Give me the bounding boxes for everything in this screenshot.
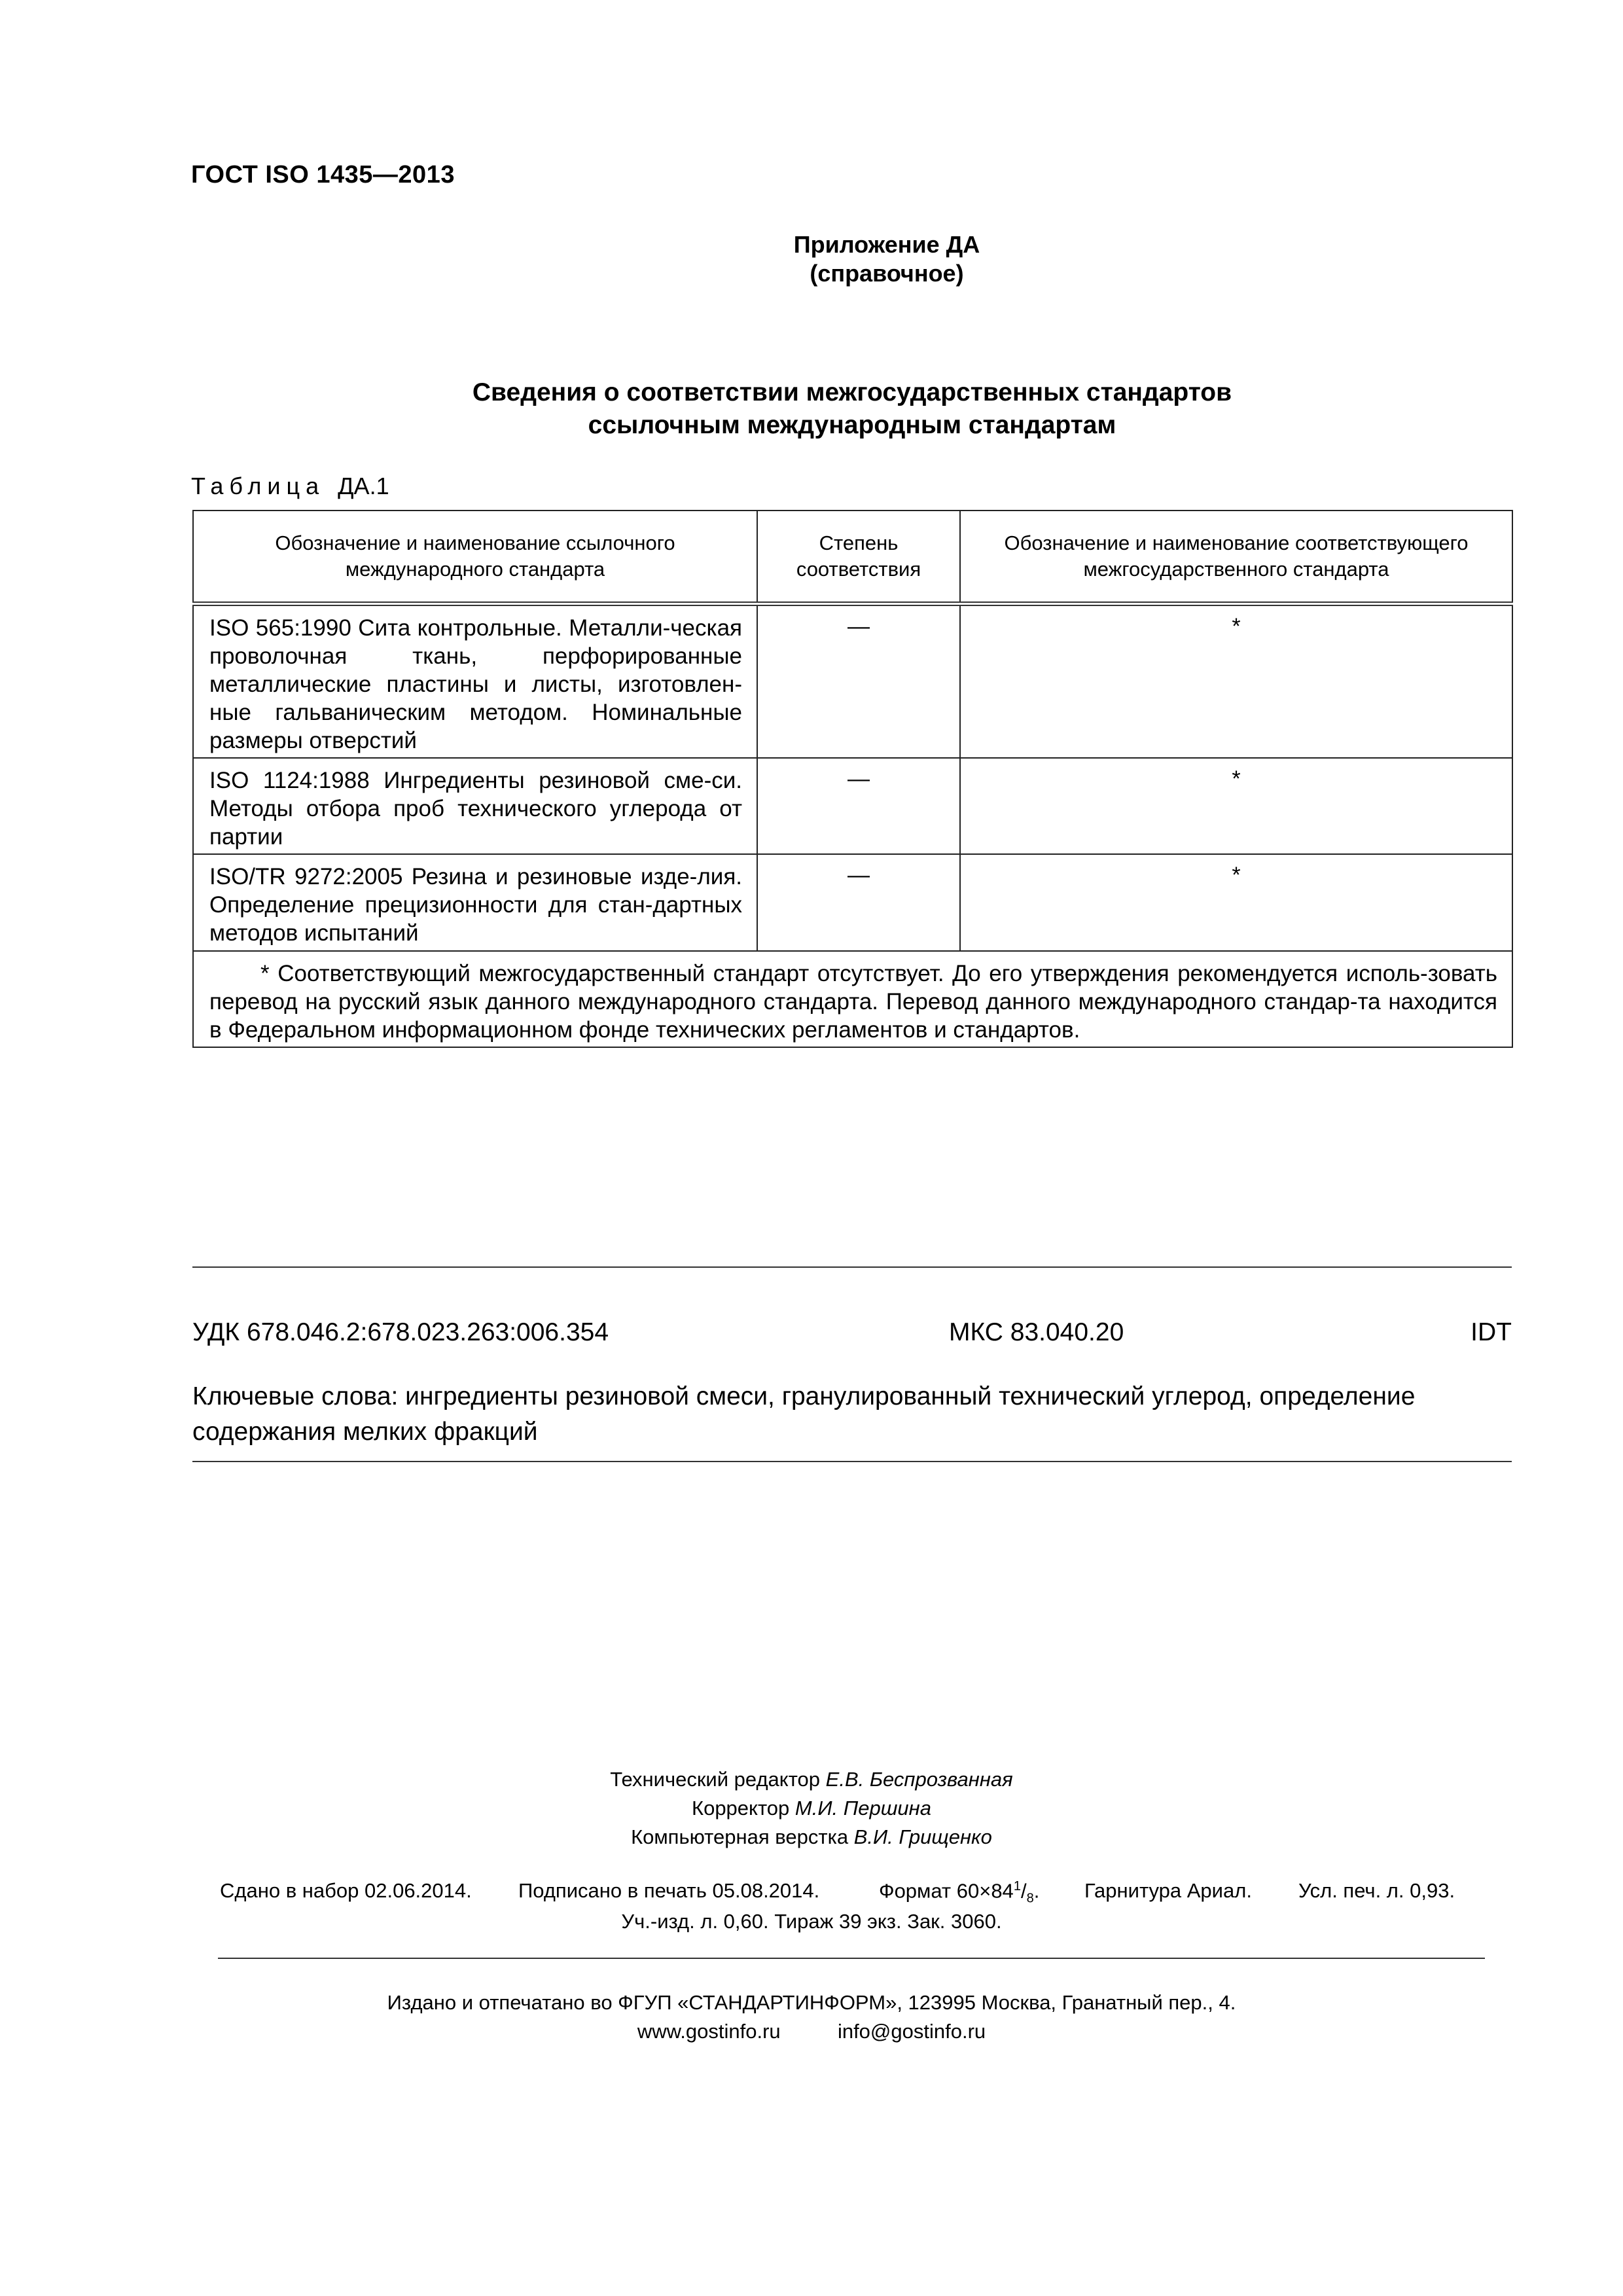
cell-international-standard: ISO 565:1990 Сита контрольные. Металли-ческая проволочная ткань, перфорированные металлические пластины и листы, изготовлен-ные гальваническим методом. Номинальные размеры отверстий xyxy=(193,604,757,759)
table-footnote-row xyxy=(193,951,1512,1047)
table-footnote: * Соответствующий межгосударственный стандарт отсутствует. До его утверждения рекомендуется исполь-зовать перевод на русский язык данного международного стандарта. Перевод данного международного стандар-та находится в Федеральном информационном фонде технических регламентов и стандартов. xyxy=(193,951,1512,1047)
imprint-print-sheets: Усл. печ. л. 0,93. xyxy=(1298,1879,1455,1902)
layout-name: В.И. Грищенко xyxy=(853,1825,992,1848)
publisher-website[interactable]: www.gostinfo.ru xyxy=(637,2020,781,2043)
header-degree-of-correspondence: Степень соответствия xyxy=(757,511,960,604)
header-interstate-standard: Обозначение и наименование соответствующего межгосударственного стандарта xyxy=(960,511,1512,604)
table-caption-prefix: Таблица xyxy=(191,473,325,499)
idt-label: IDT xyxy=(1471,1318,1512,1346)
section-title-line-1: Сведения о соответствии межгосударственных стандартов xyxy=(472,378,1232,406)
cell-interstate-standard: * xyxy=(960,854,1512,951)
annex-title: Приложение ДА xyxy=(793,231,980,258)
table-row xyxy=(193,758,1512,854)
udk-code: УДК 678.046.2:678.023.263:006.354 xyxy=(192,1318,609,1346)
imprint-typeface: Гарнитура Ариал. xyxy=(1084,1879,1252,1902)
section-title-line-2: ссылочным международным стандартам xyxy=(588,411,1116,439)
imprint-format-sup: 1 xyxy=(1013,1879,1021,1893)
imprint-format: Формат $60\times 84^1/_8$. xyxy=(879,1879,1040,1906)
publisher-contacts xyxy=(0,2017,1623,2047)
cell-interstate-standard: * xyxy=(960,604,1512,759)
standards-correspondence-table xyxy=(192,510,1513,1048)
corrector-role: Корректор xyxy=(692,1797,790,1820)
divider-imprint xyxy=(218,1958,1485,1959)
header-international-standard: Обозначение и наименование ссылочного международного стандарта xyxy=(193,511,757,604)
cell-degree: — xyxy=(757,604,960,759)
cell-degree: — xyxy=(757,758,960,854)
publisher-line: Издано и отпечатано во ФГУП «СТАНДАРТИНФОРМ», 123995 Москва, Гранатный пер., 4. xyxy=(387,1991,1236,2014)
divider-top xyxy=(192,1266,1512,1268)
table-header-row xyxy=(193,511,1512,604)
cell-interstate-standard: * xyxy=(960,758,1512,854)
table-caption-number: ДА.1 xyxy=(338,473,389,499)
credit-layout xyxy=(0,1823,1623,1852)
table-caption xyxy=(191,473,389,500)
table-row xyxy=(193,854,1512,951)
credit-tech-editor xyxy=(0,1765,1623,1794)
annex-kind: (справочное) xyxy=(810,260,964,287)
tech-editor-name: Е.В. Беспрозванная xyxy=(825,1768,1013,1791)
tech-editor-role: Технический редактор xyxy=(610,1768,821,1791)
layout-role: Компьютерная верстка xyxy=(631,1825,849,1848)
cell-degree: — xyxy=(757,854,960,951)
document-code-header: ГОСТ ISO 1435—2013 xyxy=(191,161,455,188)
imprint-format-prefix: Формат 60×84 xyxy=(879,1879,1014,1903)
cell-international-standard: ISO/TR 9272:2005 Резина и резиновые изде-лия. Определение прецизионности для стан-дартных методов испытаний xyxy=(193,854,757,951)
corrector-name: М.И. Першина xyxy=(794,1797,931,1820)
mks-code: МКС 83.040.20 xyxy=(949,1318,1124,1346)
keywords: Ключевые слова: ингредиенты резиновой смеси, гранулированный технический углерод, определение содержания мелких фракций xyxy=(192,1382,1416,1446)
credit-corrector xyxy=(0,1794,1623,1823)
imprint-signed: Подписано в печать 05.08.2014. xyxy=(518,1879,820,1902)
imprint-submitted: Сдано в набор 02.06.2014. xyxy=(220,1879,472,1902)
imprint-format-sub: 8 xyxy=(1026,1891,1034,1906)
divider-bottom xyxy=(192,1461,1512,1462)
table-row xyxy=(193,604,1512,759)
imprint-line-2: Уч.-изд. л. 0,60. Тираж 39 экз. Зак. 3060. xyxy=(621,1910,1002,1933)
cell-international-standard: ISO 1124:1988 Ингредиенты резиновой сме-си. Методы отбора проб технического углерода от партии xyxy=(193,758,757,854)
publisher-email[interactable]: info@gostinfo.ru xyxy=(837,2020,986,2043)
